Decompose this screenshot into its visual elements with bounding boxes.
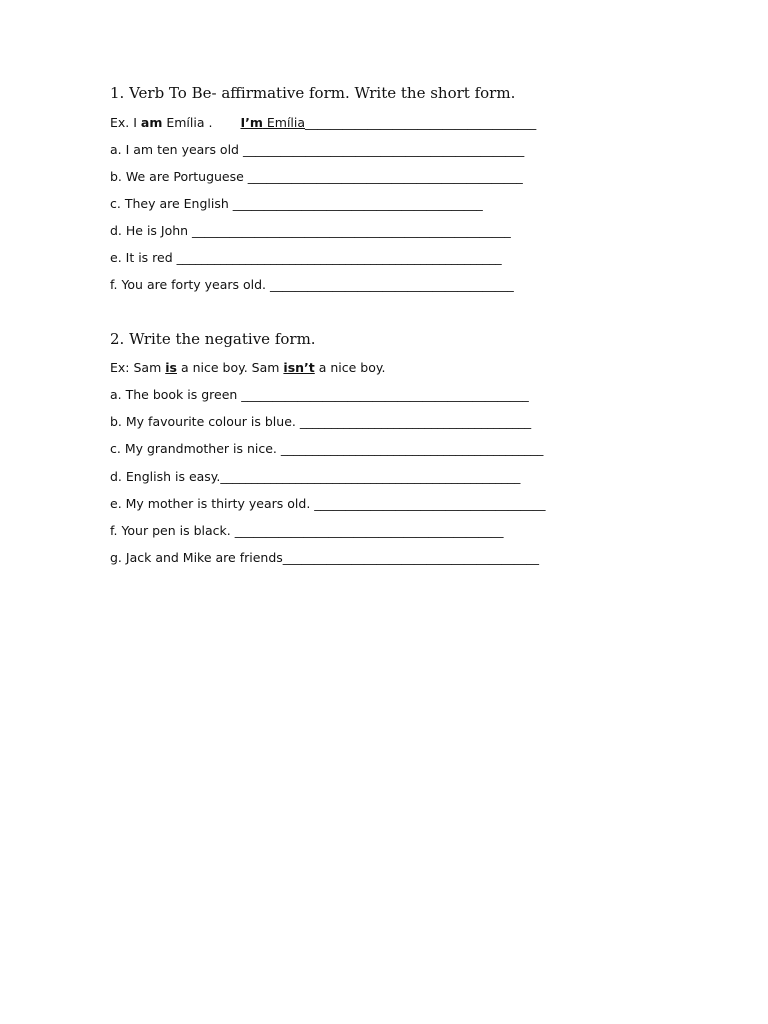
example-middle: Emília . xyxy=(162,115,213,130)
section2-item-g: g. Jack and Mike are friends_________________________________________ xyxy=(110,550,540,565)
section1-item-e: e. It is red ____________________________________________________ xyxy=(110,250,502,265)
section2-example xyxy=(110,360,385,376)
section2-item-e: e. My mother is thirty years old. _____________________________________ xyxy=(110,496,546,511)
section2-item-f: f. Your pen is black. ___________________________________________ xyxy=(110,523,504,538)
example2-suffix: a nice boy. xyxy=(314,360,386,375)
section2-heading: 2. Write the negative form. xyxy=(110,330,316,348)
section1-item-a: a. I am ten years old _____________________________________________ xyxy=(110,142,525,157)
section1-example xyxy=(110,115,536,131)
example2-bold-is: is xyxy=(165,360,177,375)
section1-item-b: b. We are Portuguese ____________________________________________ xyxy=(110,169,523,184)
section2-item-b: b. My favourite colour is blue. _____________________________________ xyxy=(110,414,532,429)
example-answer-bold: I’m xyxy=(240,115,263,130)
section1-heading: 1. Verb To Be- affirmative form. Write the short form. xyxy=(110,84,516,102)
section1-item-d: d. He is John ___________________________________________________ xyxy=(110,223,511,238)
example2-middle: a nice boy. Sam xyxy=(176,360,284,375)
example2-prefix: Ex: Sam xyxy=(110,360,166,375)
section2-item-d: d. English is easy.________________________________________________ xyxy=(110,469,521,484)
example-prefix: Ex. I xyxy=(110,115,141,130)
example2-bold-isnt: isn’t xyxy=(283,360,315,375)
section1-item-f: f. You are forty years old. _______________________________________ xyxy=(110,277,514,292)
example-bold-verb: am xyxy=(140,115,163,130)
example-blank: _____________________________________ xyxy=(305,115,537,130)
example-answer-rest: Emília xyxy=(262,115,306,130)
section2-item-a: a. The book is green ______________________________________________ xyxy=(110,387,529,402)
section1-item-c: c. They are English ________________________________________ xyxy=(110,196,483,211)
section2-item-c: c. My grandmother is nice. __________________________________________ xyxy=(110,441,544,456)
